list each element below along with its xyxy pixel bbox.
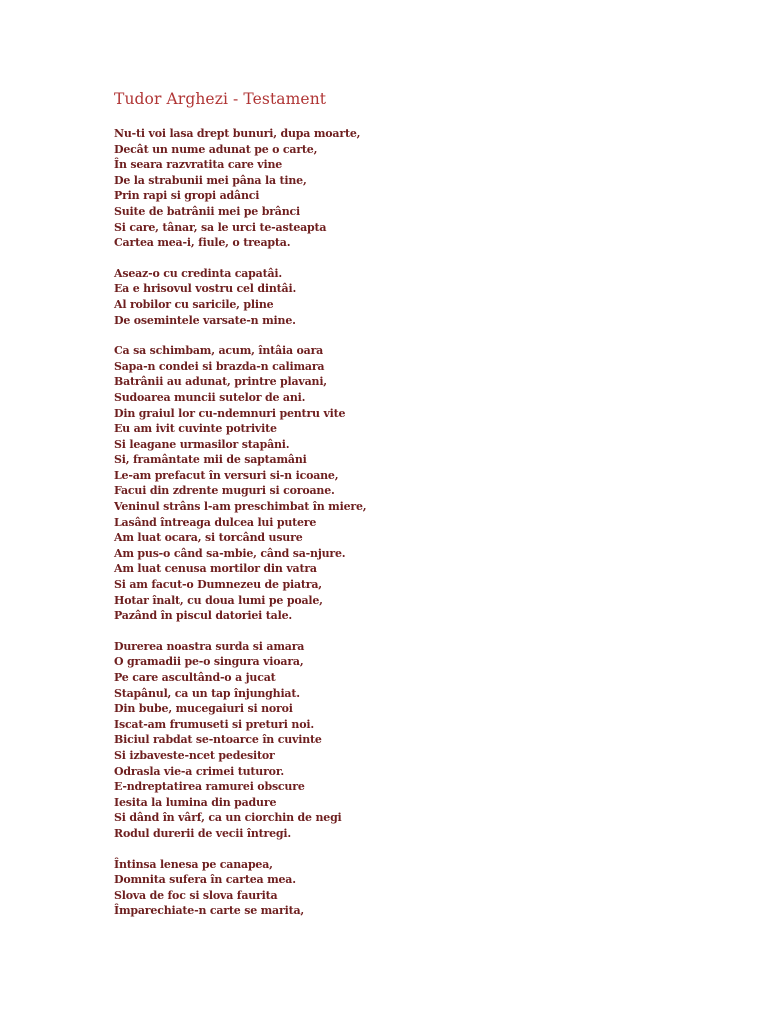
poem-line: Am luat ocara, si torcând usure (114, 531, 303, 545)
poem-line: Ca sa schimbam, acum, întâia oara (114, 344, 324, 358)
poem-line: Pazând în piscul datoriei tale. (114, 609, 293, 623)
poem-title: Tudor Arghezi - Testament (114, 90, 327, 108)
stanza (114, 343, 714, 624)
poem-line: Le-am prefacut în versuri si-n icoane, (114, 468, 339, 482)
poem-line: Am pus-o când sa-mbie, când sa-njure. (114, 546, 346, 560)
poem-line: Biciul rabdat se-ntoarce în cuvinte (114, 733, 322, 747)
stanza (114, 126, 714, 251)
poem-line: Din graiul lor cu-ndemnuri pentru vite (114, 406, 346, 420)
poem-line: Stapânul, ca un tap înjunghiat. (114, 686, 300, 700)
poem-line: Iscat-am frumuseti si preturi noi. (114, 717, 314, 731)
poem-line: Batrânii au adunat, printre plavani, (114, 375, 327, 389)
poem-line: Prin rapi si gropi adânci (114, 189, 260, 203)
poem-line: Si leagane urmasilor stapâni. (114, 437, 290, 451)
poem-line: Sapa-n condei si brazda-n calimara (114, 359, 325, 373)
poem-line: Aseaz-o cu credinta capatâi. (114, 266, 283, 280)
stanza (114, 857, 714, 919)
poem-line: Împarechiate-n carte se marita, (114, 904, 305, 918)
poem-line: Hotar înalt, cu doua lumi pe poale, (114, 593, 323, 607)
poem-line: Pe care ascultând-o a jucat (114, 671, 276, 684)
poem-line: Si care, tânar, sa le urci te-asteapta (114, 220, 327, 234)
poem-line: Ea e hrisovul vostru cel dintâi. (114, 282, 297, 296)
poem-line: Al robilor cu saricile, pline (114, 297, 274, 311)
poem-line: Rodul durerii de vecii întregi. (114, 826, 291, 840)
poem-line: O gramadii pe-o singura vioara, (114, 655, 304, 669)
stanza (114, 639, 714, 842)
poem-line: Am luat cenusa mortilor din vatra (114, 562, 317, 576)
poem-line: Nu-ti voi lasa drept bunuri, dupa moarte, (114, 127, 361, 140)
poem-line: De la strabunii mei pâna la tine, (114, 173, 307, 187)
poem-line: De osemintele varsate-n mine. (114, 313, 296, 327)
stanza (114, 266, 714, 328)
poem-line: Întinsa lenesa pe canapea, (114, 857, 273, 871)
poem-line: Cartea mea-i, fiule, o treapta. (114, 236, 291, 250)
poem-line: E-ndreptatirea ramurei obscure (114, 780, 305, 794)
poem-line: Veninul strâns l-am preschimbat în miere, (114, 500, 367, 514)
poem-line: Odrasla vie-a crimei tuturor. (114, 764, 285, 778)
poem-line: Si, framântate mii de saptamâni (114, 453, 307, 467)
poem-line: Eu am ivit cuvinte potrivite (114, 422, 277, 436)
poem-line: Durerea noastra surda si amara (114, 639, 305, 653)
poem-line: Si izbaveste-ncet pedesitor (114, 748, 275, 762)
poem-line: Din bube, mucegaiuri si noroi (114, 702, 293, 716)
poem-line: Si dând în vârf, ca un ciorchin de negi (114, 811, 342, 825)
poem-line: Iesita la lumina din padure (114, 795, 277, 809)
poem-line: Suite de batrânii mei pe brânci (114, 204, 301, 218)
poem-line: În seara razvratita care vine (114, 158, 283, 172)
poem-line: Domnita sufera în cartea mea. (114, 873, 296, 887)
poem-line: Decât un nume adunat pe o carte, (114, 142, 318, 156)
poem-body (114, 126, 714, 934)
poem-line: Lasând întreaga dulcea lui putere (114, 515, 317, 529)
poem-line: Sudoarea muncii sutelor de ani. (114, 390, 306, 404)
poem-line: Facui din zdrente muguri si coroane. (114, 484, 335, 498)
poem-line: Slova de foc si slova faurita (114, 888, 278, 902)
poem-line: Si am facut-o Dumnezeu de piatra, (114, 578, 322, 592)
